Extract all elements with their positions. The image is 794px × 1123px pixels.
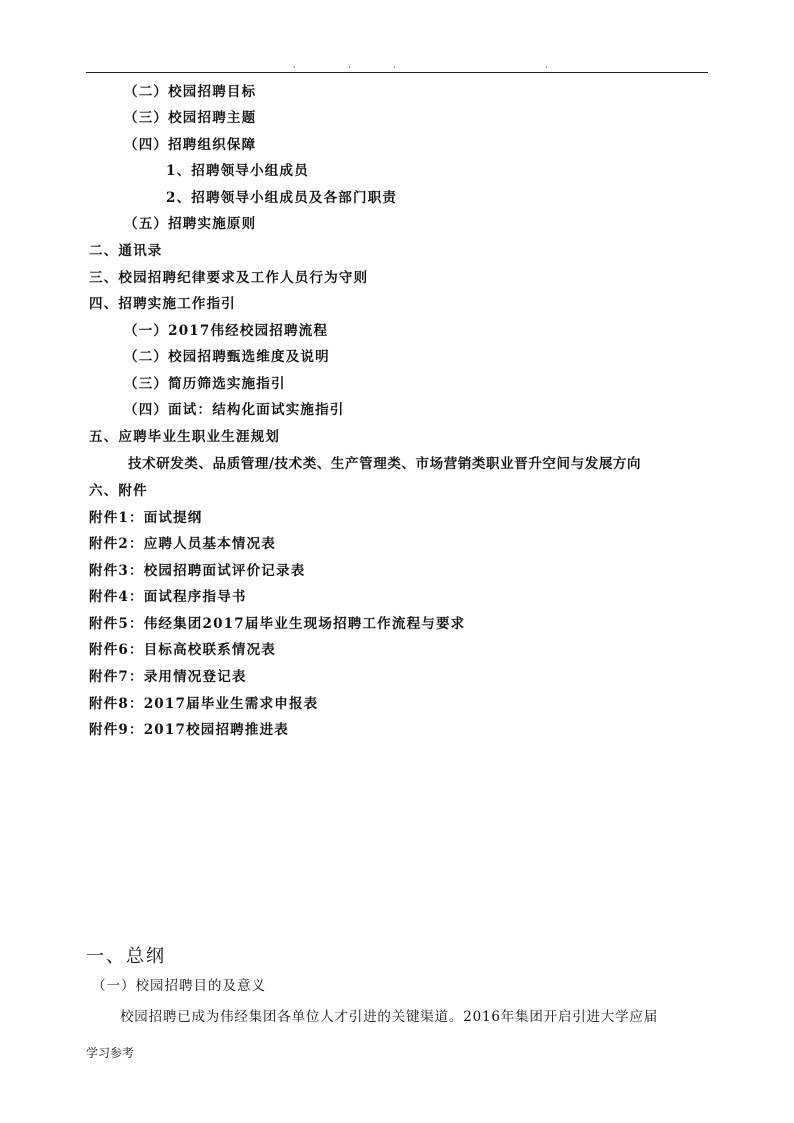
toc-item: 附件5：伟经集团2017届毕业生现场招聘工作流程与要求 — [89, 616, 466, 632]
toc-item: 三、校园招聘纪律要求及工作人员行为守则 — [89, 270, 369, 286]
body-paragraph: 校园招聘已成为伟经集团各单位人才引进的关键渠道。2016年集团开启引进大学应届 — [120, 1009, 659, 1025]
toc-item: 附件6：目标高校联系情况表 — [89, 642, 276, 658]
toc-item: （三）校园招聘主题 — [124, 110, 257, 126]
toc-item: 附件3：校园招聘面试评价记录表 — [89, 563, 306, 579]
toc-item: 附件1：面试提纲 — [89, 510, 203, 526]
toc-item: 附件8：2017届毕业生需求申报表 — [89, 696, 319, 712]
header-dot: · — [393, 63, 396, 73]
toc-item: 二、通讯录 — [89, 243, 163, 259]
toc-item: （一）2017伟经校园招聘流程 — [124, 323, 329, 339]
toc-item: （四）招聘组织保障 — [124, 137, 257, 153]
toc-item: （三）简历筛选实施指引 — [124, 376, 286, 392]
toc-item: 1、招聘领导小组成员 — [166, 163, 309, 179]
toc-item: 附件7：录用情况登记表 — [89, 669, 247, 685]
section-heading: 一、总纲 — [86, 946, 166, 967]
toc-item: 六、附件 — [89, 483, 148, 499]
toc-item: 附件4：面试程序指导书 — [89, 589, 247, 605]
toc-item: 五、应聘毕业生职业生涯规划 — [89, 429, 281, 445]
subsection-heading: （一）校园招聘目的及意义 — [92, 978, 266, 994]
toc-item: （二）校园招聘目标 — [124, 84, 257, 100]
toc-item: （四）面试：结构化面试实施指引 — [124, 402, 345, 418]
page-footer: 学习参考 — [86, 1046, 135, 1060]
header-dot: · — [545, 63, 548, 73]
toc-item: 附件2：应聘人员基本情况表 — [89, 536, 276, 552]
header-rule — [86, 72, 708, 73]
header-dot: · — [293, 63, 296, 73]
toc-item: 技术研发类、品质管理/技术类、生产管理类、市场营销类职业晋升空间与发展方向 — [128, 456, 642, 472]
toc-item: 四、招聘实施工作指引 — [89, 296, 236, 312]
toc-item: （二）校园招聘甄选维度及说明 — [124, 349, 330, 365]
toc-item: 2、招聘领导小组成员及各部门职责 — [166, 190, 398, 206]
toc-item: （五）招聘实施原则 — [124, 216, 257, 232]
toc-item: 附件9：2017校园招聘推进表 — [89, 722, 289, 738]
header-dot: · — [348, 63, 351, 73]
